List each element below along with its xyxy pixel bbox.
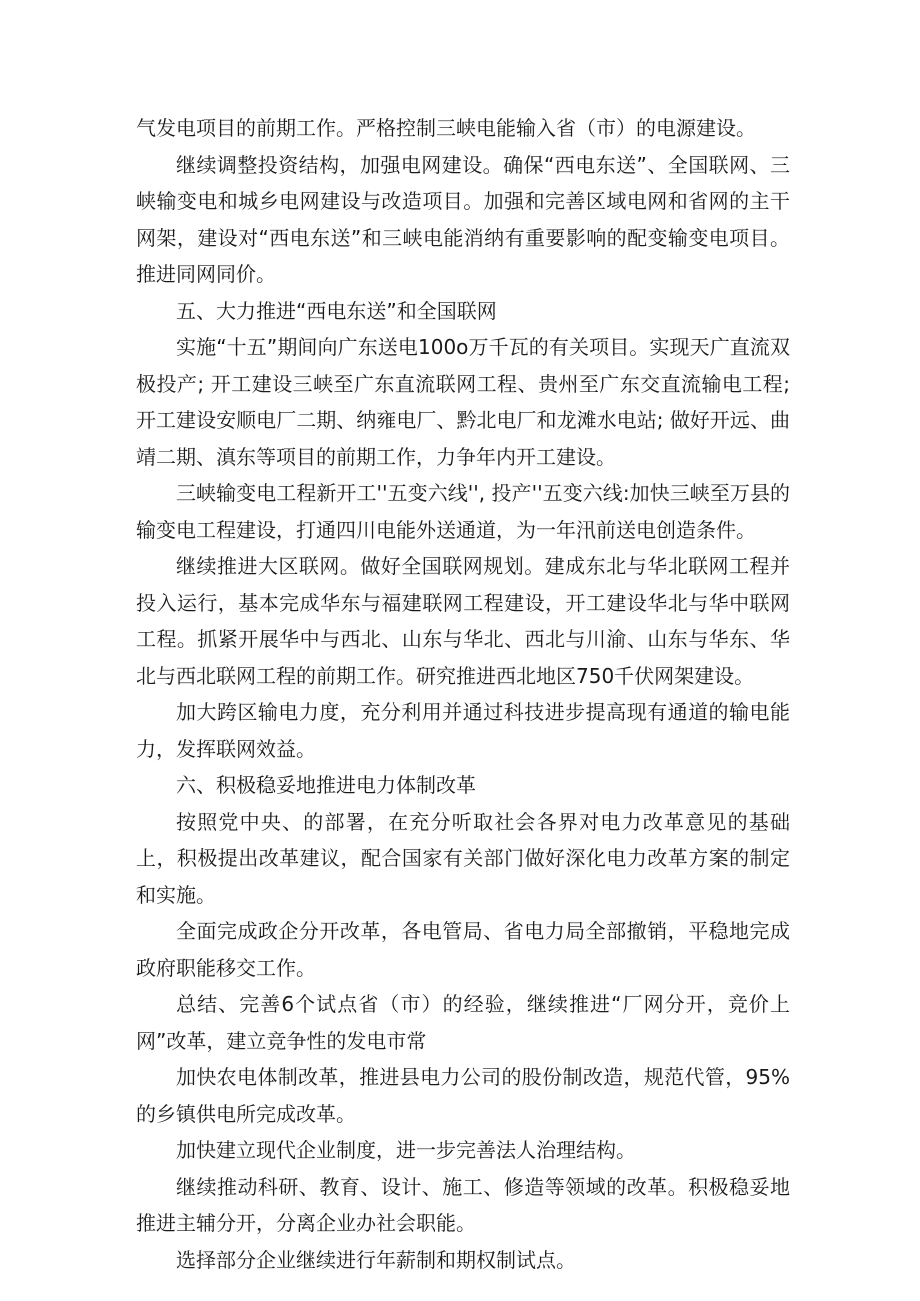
paragraph-reform-proposal: 按照党中央、的部署，在充分听取社会各界对电力改革意见的基础上，积极提出改革建议，配合国家有关部门做好深化电力改革方案的制定和实施。	[136, 809, 790, 907]
paragraph-cross-region-transmission: 加大跨区输电力度，充分利用并通过科技进步提高现有通道的输电能力，发挥联网效益。	[136, 700, 790, 761]
section-heading-5: 五、大力推进“西电东送”和全国联网	[176, 298, 497, 323]
paragraph-pilot-provinces: 总结、完善6个试点省（市）的经验，继续推进“厂网分开，竞价上网”改革，建立竞争性的发电市常	[136, 992, 790, 1053]
paragraph-rural-power-reform: 加快农电体制改革，推进县电力公司的股份制改造，规范代管，95%的乡镇供电所完成改革。	[136, 1065, 790, 1126]
paragraph-other-reforms: 继续推动科研、教育、设计、施工、修造等领域的改革。积极稳妥地推进主辅分开，分离企业办社会职能。	[136, 1174, 790, 1235]
paragraph-regional-interconnection: 继续推进大区联网。做好全国联网规划。建成东北与华北联网工程并投入运行，基本完成华东与福建联网工程建设，开工建设华北与华中联网工程。抓紧开展华中与西北、山东与华北、西北与川渝、山东与华东、华北与西北联网工程的前期工作。研究推进西北地区750千伏网架建设。	[136, 554, 790, 688]
paragraph-continuation: 气发电项目的前期工作。严格控制三峡电能输入省（市）的电源建设。	[136, 116, 756, 140]
paragraph-three-gorges-transmission: 三峡输变电工程新开工''五变六线'', 投产''五变六线:加快三峡至万县的输变电工程建设，打通四川电能外送通道，为一年汛前送电创造条件。	[136, 481, 790, 542]
section-heading-6: 六、积极稳妥地推进电力体制改革	[176, 773, 476, 797]
paragraph-government-separation: 全面完成政企分开改革，各电管局、省电力局全部撤销，平稳地完成政府职能移交工作。	[136, 919, 790, 980]
paragraph-salary-pilot: 选择部分企业继续进行年薪制和期权制试点。	[176, 1247, 576, 1272]
paragraph-modern-enterprise: 加快建立现代企业制度，进一步完善法人治理结构。	[176, 1138, 636, 1162]
paragraph-investment-structure: 继续调整投资结构，加强电网建设。确保“西电东送”、全国联网、三峡输变电和城乡电网建设与改造项目。加强和完善区域电网和省网的主干网架，建设对“西电东送”和三峡电能消纳有重要影响的配变输变电项目。推进同网同价。	[136, 152, 790, 286]
paragraph-guangdong-projects: 实施“十五”期间向广东送电100o万千瓦的有关项目。实现天广直流双极投产; 开工建设三峡至广东直流联网工程、贵州至广东交直流输电工程; 开工建设安顺电厂二期、纳雍电厂、黔北电厂和龙滩水电站; 做好开远、曲靖二期、滇东等项目的前期工作，力争年内开工建设。	[136, 335, 790, 469]
document-body	[136, 110, 790, 1278]
